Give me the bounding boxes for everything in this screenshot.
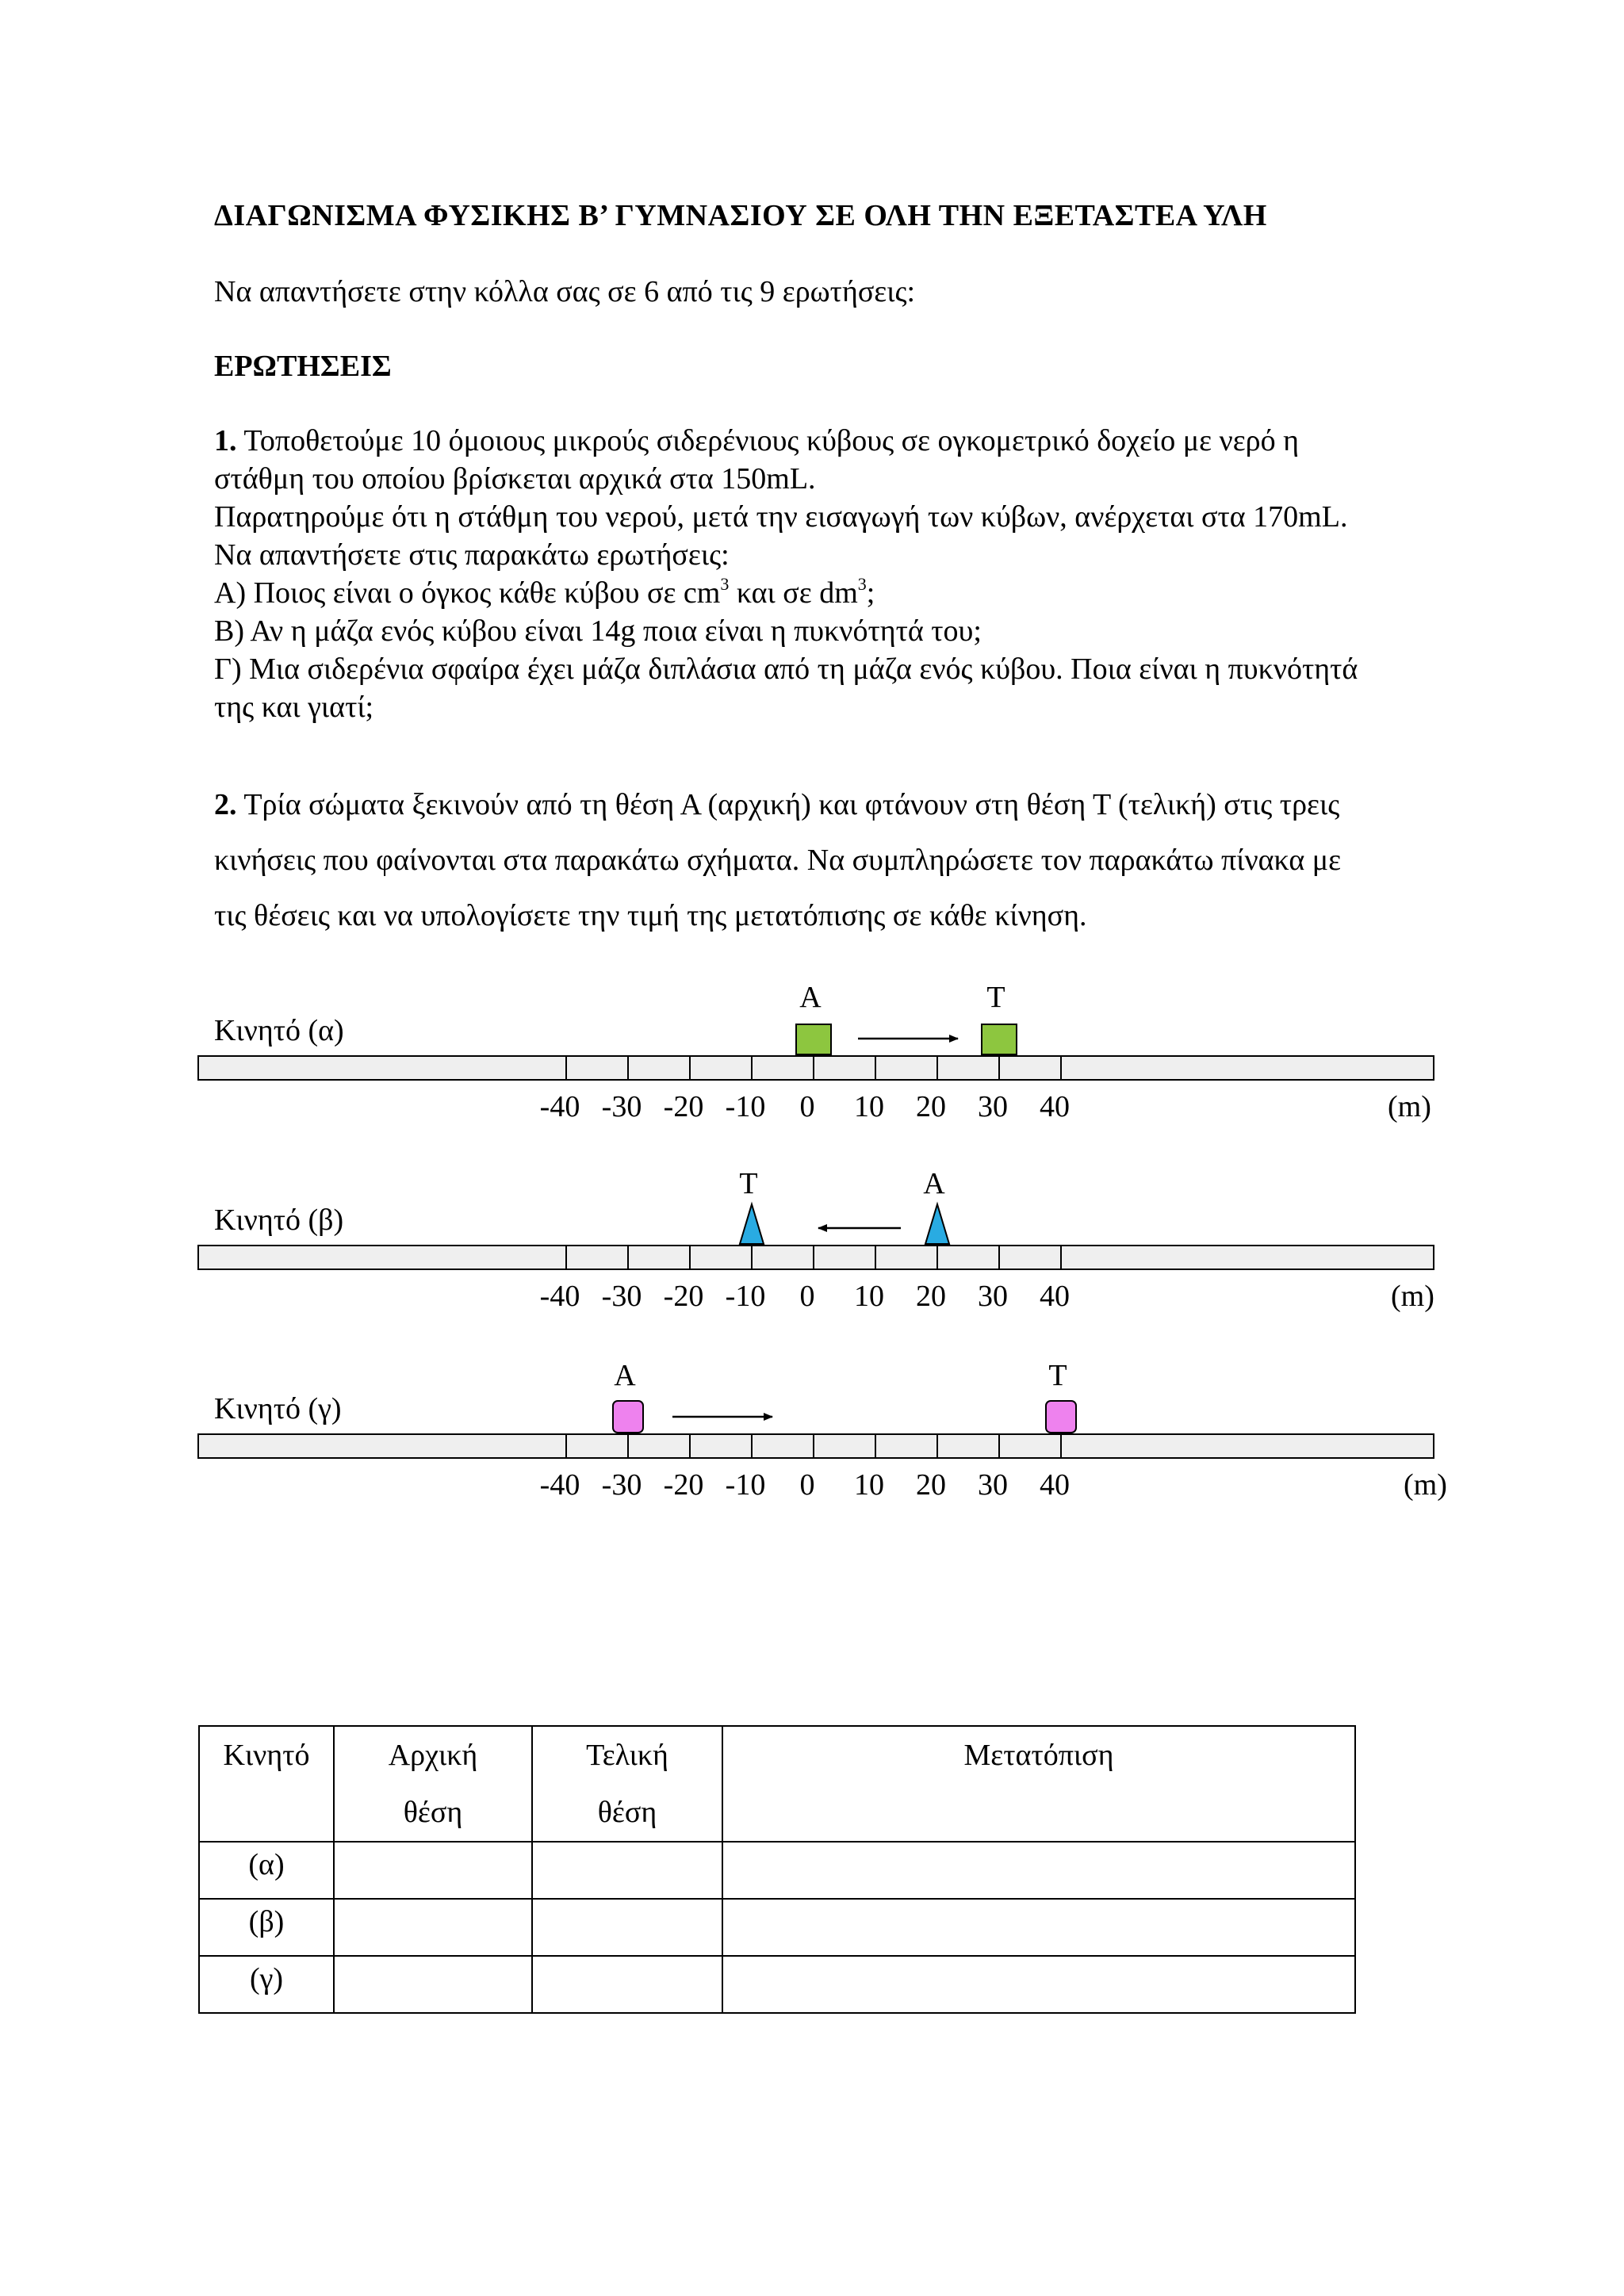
number-line-bar-a — [198, 1056, 1434, 1080]
tick-label: -30 — [601, 1280, 642, 1313]
tick-label: 20 — [916, 1468, 946, 1502]
tick-label: -10 — [725, 1468, 766, 1502]
start-marker-a — [796, 1024, 831, 1054]
answer-cell-displacement-a[interactable] — [722, 1842, 1355, 1899]
table-header-row — [199, 1726, 1355, 1842]
row-label-b: (β) — [199, 1899, 334, 1956]
tick-label: -10 — [725, 1280, 766, 1313]
header-initial-position: Αρχική θέση — [334, 1726, 532, 1842]
tick-label: 10 — [854, 1090, 884, 1123]
questions-heading: ΕΡΩΤΗΣΕΙΣ — [214, 350, 392, 383]
tick-label: -10 — [725, 1090, 766, 1123]
q1-part-c-2: της και γιατί; — [214, 691, 374, 724]
end-marker-b — [740, 1204, 764, 1244]
q1-a-suffix: ; — [866, 576, 875, 610]
tick-label: -20 — [663, 1280, 704, 1313]
tick-label: 10 — [854, 1468, 884, 1502]
table-row — [199, 1842, 1355, 1899]
tick-label: 30 — [978, 1090, 1008, 1123]
start-letter-c: Α — [614, 1359, 636, 1392]
tick-label: -30 — [601, 1468, 642, 1502]
q1-a-prefix: Α) Ποιος είναι ο όγκος κάθε κύβου σε cm — [214, 576, 721, 610]
tick-label: 0 — [799, 1090, 815, 1123]
header-moving-body: Κινητό — [199, 1726, 334, 1842]
start-letter-a: Α — [799, 981, 822, 1014]
answer-cell-final-b[interactable] — [532, 1899, 722, 1956]
number-line-bar-c — [198, 1434, 1434, 1458]
answer-cell-final-c[interactable] — [532, 1956, 722, 2013]
q1-part-c-1: Γ) Μια σιδερένια σφαίρα έχει μάζα διπλάσια από τη μάζα ενός κύβου. Ποια είναι η πυκνότητά — [214, 652, 1358, 686]
answer-cell-final-a[interactable] — [532, 1842, 722, 1899]
start-marker-b — [925, 1204, 949, 1244]
q1-line-4: Να απαντήσετε στις παρακάτω ερωτήσεις: — [214, 538, 730, 572]
q2-line-3: τις θέσεις και να υπολογίσετε την τιμή της μετατόπισης σε κάθε κίνηση. — [214, 899, 1087, 932]
tick-label: 40 — [1040, 1280, 1070, 1313]
tick-label: -40 — [539, 1090, 580, 1123]
tick-label: 40 — [1040, 1468, 1070, 1502]
row-label-c: (γ) — [199, 1956, 334, 2013]
tick-label: 0 — [799, 1280, 815, 1313]
instruction-text: Να απαντήσετε στην κόλλα σας σε 6 από τις 9 ερωτήσεις: — [214, 275, 916, 308]
number-line-label-c: Κινητό (γ) — [214, 1392, 342, 1425]
q2-text-1: Τρία σώματα ξεκινούν από τη θέση Α (αρχική) και φτάνουν στη θέση Τ (τελική) στις τρεις — [236, 788, 1340, 821]
q1-number: 1. — [214, 424, 237, 457]
start-letter-b: Α — [923, 1167, 945, 1200]
answer-cell-initial-c[interactable] — [334, 1956, 532, 2013]
tick-label: 10 — [854, 1280, 884, 1313]
answer-cell-displacement-c[interactable] — [722, 1956, 1355, 2013]
answer-cell-initial-b[interactable] — [334, 1899, 532, 1956]
tick-label: 30 — [978, 1280, 1008, 1313]
end-marker-a — [982, 1024, 1017, 1054]
header-displacement: Μετατόπιση — [722, 1726, 1355, 1842]
tick-label: -20 — [663, 1468, 704, 1502]
tick-label: 30 — [978, 1468, 1008, 1502]
exam-title: ΔΙΑΓΩΝΙΣΜΑ ΦΥΣΙΚΗΣ Β’ ΓΥΜΝΑΣΙΟΥ ΣΕ ΟΛΗ ΤΗΝ ΕΞΕΤΑΣΤΕΑ ΥΛΗ — [214, 199, 1267, 232]
number-line-label-b: Κινητό (β) — [214, 1203, 344, 1237]
end-letter-b: Τ — [739, 1167, 758, 1200]
unit-label: (m) — [1391, 1280, 1434, 1313]
q1-a-sup2: 3 — [857, 574, 867, 594]
q1-text-1: Τοποθετούμε 10 όμοιους μικρούς σιδερένιους κύβους σε ογκομετρικό δοχείο με νερό η — [236, 424, 1300, 457]
end-letter-a: Τ — [986, 981, 1005, 1014]
tick-label: 20 — [916, 1280, 946, 1313]
tick-label: 20 — [916, 1090, 946, 1123]
tick-label: -40 — [539, 1280, 580, 1313]
q1-a-sup1: 3 — [720, 574, 730, 594]
q2-number: 2. — [214, 788, 237, 821]
tick-label: -40 — [539, 1468, 580, 1502]
tick-label: -20 — [663, 1090, 704, 1123]
tick-label: 0 — [799, 1468, 815, 1502]
answer-cell-displacement-b[interactable] — [722, 1899, 1355, 1956]
end-marker-c — [1046, 1401, 1076, 1433]
q2-line-2: κινήσεις που φαίνονται στα παρακάτω σχήματα. Να συμπληρώσετε τον παρακάτω πίνακα με — [214, 844, 1342, 877]
unit-label: (m) — [1404, 1468, 1447, 1502]
table-row — [199, 1899, 1355, 1956]
end-letter-c: Τ — [1048, 1359, 1067, 1392]
tick-label: 40 — [1040, 1090, 1070, 1123]
q1-line-3: Παρατηρούμε ότι η στάθμη του νερού, μετά την εισαγωγή των κύβων, ανέρχεται στα 170mL. — [214, 500, 1348, 534]
answer-table — [198, 1725, 1356, 2014]
row-label-a: (α) — [199, 1842, 334, 1899]
q1-a-mid: και σε dm — [729, 576, 858, 610]
q1-part-b: Β) Αν η μάζα ενός κύβου είναι 14g ποια είναι η πυκνότητά του; — [214, 614, 982, 648]
answer-cell-initial-a[interactable] — [334, 1842, 532, 1899]
q1-line-2: στάθμη του οποίου βρίσκεται αρχικά στα 150mL. — [214, 462, 816, 496]
unit-label: (m) — [1388, 1090, 1431, 1123]
start-marker-c — [613, 1401, 643, 1433]
header-final-position: Τελική θέση — [532, 1726, 722, 1842]
table-row — [199, 1956, 1355, 2013]
tick-label: -30 — [601, 1090, 642, 1123]
number-line-label-a: Κινητό (α) — [214, 1014, 344, 1047]
number-line-bar-b — [198, 1246, 1434, 1269]
